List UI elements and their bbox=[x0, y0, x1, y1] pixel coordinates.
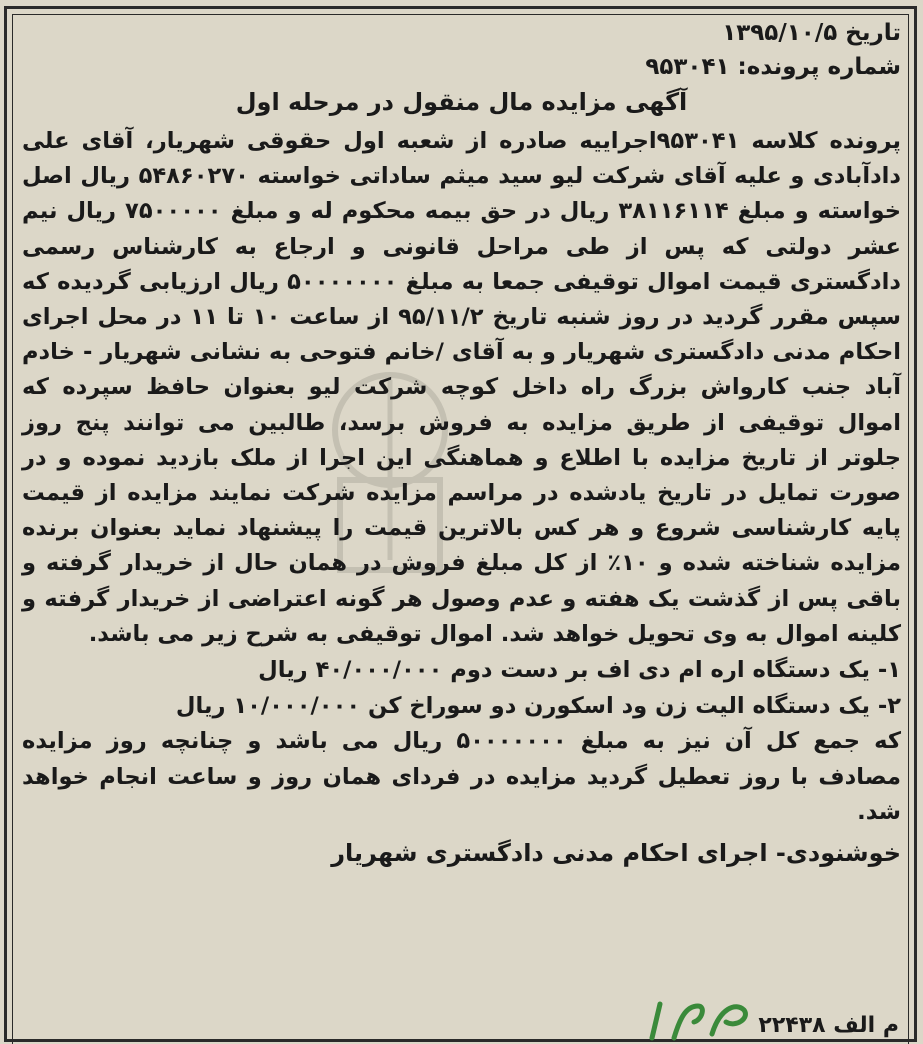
notice-title: آگهی مزایده مال منقول در مرحله اول bbox=[235, 88, 688, 116]
reference-code: م الف ۲۲۴۳۸ bbox=[758, 1013, 899, 1038]
date-line: تاریخ ۱۳۹۵/۱۰/۵ bbox=[722, 20, 901, 46]
case-number-line: شماره پرونده: ۹۵۳۰۴۱ bbox=[645, 54, 901, 80]
seized-item-1: ۱- یک دستگاه اره ام دی اف بر دست دوم ۴۰/۰۰۰/۰۰۰ ریال bbox=[258, 657, 901, 684]
notice-content bbox=[22, 16, 901, 873]
handwritten-number-icon bbox=[640, 998, 760, 1042]
notice-body: پرونده کلاسه ۹۵۳۰۴۱اجراییه صادره از شعبه اول حقوقی شهریار، آقای علی دادآبادی و علیه آقای شرکت لیو سید میثم ساداتی خواسته ۵۴۸۶۰۲۷۰ ریال اصل خواسته و مبلغ ۳۸۱۱۶۱۱۴ ریال در حق بیمه محکوم له و مبلغ ۷۵۰۰۰۰۰ ریال نیم عشر دولتی که پس از طی مراحل قانونی و ارجاع به کارشناس رسمی دادگستری قیمت اموال توقیفی جمعا به مبلغ ۵۰۰۰۰۰۰۰ ریال ارزیابی گردیده که سپس مقرر گردید در روز شنبه تاریخ ۹۵/۱۱/۲ از ساعت ۱۰ تا ۱۱ در محل اجرای احکام مدنی دادگستری شهریار و به آقای /خانم فتوحی به نشانی شهریار - خادم آباد جنب کارواش بزرگ راه داخل کوچه شرکت لیو بعنوان حافظ سپرده که اموال توقیفی از طریق مزایده به فروش برسد، طالبین می توانند پنج روز جلوتر از تاریخ مزایده با اطلاع و هماهنگی این اجرا از ملک بازدید نموده و در صورت تمایل در تاریخ یادشده در مراسم مزایده شرکت نمایند مزایده از قیمت پایه کارشناسی شروع و هر کس بالاترین قیمت را پیشنهاد نماید بعنوان برنده مزایده شناخته شده و ۱۰٪ از کل مبلغ فروش در همان حال از خریدار گرفته و باقی پس از گذشت یک هفته و عدم وصول هر گونه اعتراضی از خریدار گرفته و کلینه اموال به وی تحویل خواهد شد. اموال توقیفی به شرح زیر می باشد. bbox=[22, 128, 902, 647]
seized-item-2: ۲- یک دستگاه الیت زن ود اسکورن دو سوراخ کن ۱۰/۰۰۰/۰۰۰ ریال bbox=[175, 693, 901, 720]
signature-line: خوشنودی- اجرای احکام مدنی دادگستری شهریار bbox=[331, 838, 901, 867]
closing-paragraph: که جمع کل آن نیز به مبلغ ۵۰۰۰۰۰۰۰ ریال می باشد و چنانچه روز مزایده مصادف با روز تعطیل گردید مزایده در فردای همان روز و ساعت انجام خواهد شد. bbox=[22, 728, 901, 826]
